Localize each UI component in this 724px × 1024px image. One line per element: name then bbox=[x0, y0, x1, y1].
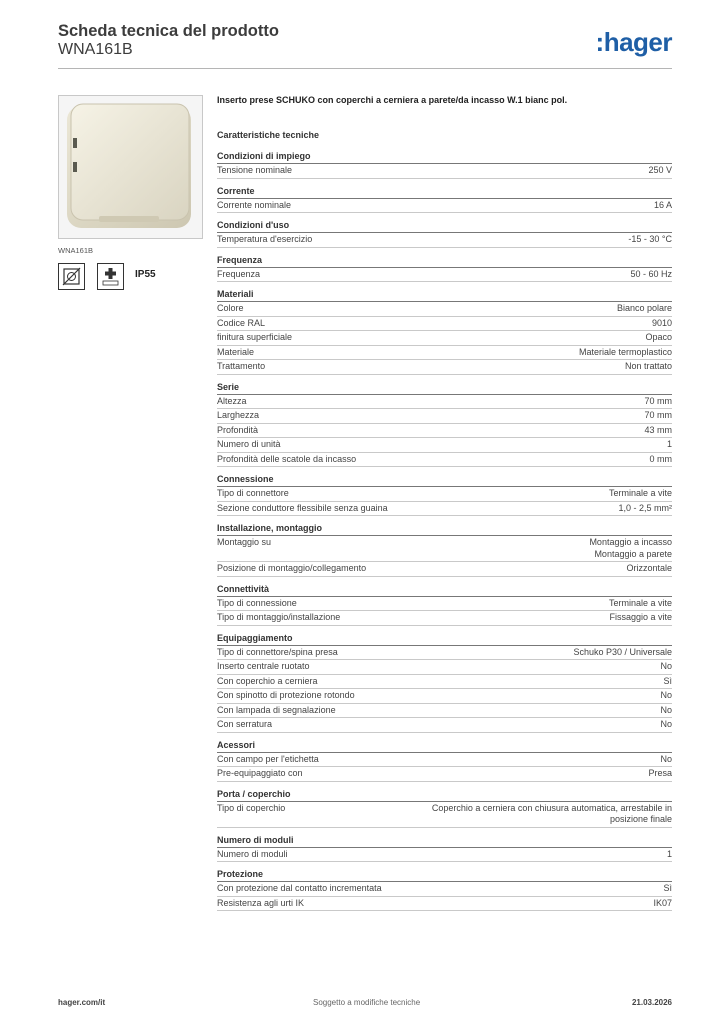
spec-value: Orizzontale bbox=[626, 563, 672, 573]
spec-row bbox=[217, 704, 672, 719]
spec-label: Altezza bbox=[217, 395, 247, 406]
certification-badges bbox=[58, 263, 203, 291]
hager-logo: :hager bbox=[595, 27, 672, 57]
spec-row bbox=[217, 487, 672, 502]
spec-value: Materiale termoplastico bbox=[578, 346, 672, 357]
spec-value: Terminale a vite bbox=[608, 597, 672, 608]
spec-label: Corrente nominale bbox=[217, 199, 292, 210]
spec-label: Tipo di coperchio bbox=[217, 802, 286, 813]
spec-value: IK07 bbox=[653, 897, 672, 908]
spec-row bbox=[217, 802, 672, 828]
spec-value: Sì bbox=[663, 883, 672, 893]
spec-section bbox=[217, 185, 672, 214]
spec-row bbox=[217, 718, 672, 733]
spec-label: Materiale bbox=[217, 346, 255, 357]
section-title: Porta / coperchio bbox=[217, 788, 672, 802]
section-title: Corrente bbox=[217, 185, 672, 199]
tech-section-heading: Caratteristiche tecniche bbox=[217, 130, 320, 140]
spec-row bbox=[217, 660, 672, 675]
spec-section bbox=[217, 632, 672, 733]
spec-label: Trattamento bbox=[217, 361, 266, 371]
spec-row bbox=[217, 302, 672, 317]
spec-label: Resistenza agli urti IK bbox=[217, 897, 305, 908]
product-image bbox=[58, 95, 203, 239]
spec-label: Pre-equipaggiato con bbox=[217, 768, 303, 778]
section-title: Installazione, montaggio bbox=[217, 522, 672, 536]
spec-value: Fissaggio a vite bbox=[609, 612, 672, 622]
spec-label: Posizione di montaggio/collegamento bbox=[217, 563, 367, 573]
spec-label: Codice RAL bbox=[217, 317, 266, 328]
spec-label: Numero di moduli bbox=[217, 848, 288, 859]
product-visual-panel bbox=[58, 95, 203, 280]
section-title: Materiali bbox=[217, 288, 672, 302]
spec-section bbox=[217, 288, 672, 375]
page-title: Scheda tecnica del prodotto bbox=[58, 22, 279, 40]
spec-section bbox=[217, 219, 672, 248]
spec-label: Con spinotto di protezione rotondo bbox=[217, 690, 355, 700]
section-title: Connettività bbox=[217, 583, 672, 597]
spec-section bbox=[217, 583, 672, 626]
spec-label: Temperatura d'esercizio bbox=[217, 234, 313, 244]
spec-label: Tipo di connettore/spina presa bbox=[217, 646, 338, 657]
section-title: Condizioni di impiego bbox=[217, 150, 672, 164]
spec-row bbox=[217, 164, 672, 179]
spec-section bbox=[217, 788, 672, 828]
spec-row bbox=[217, 409, 672, 424]
spec-value: Coperchio a cerniera con chiusura automatica, arrestabile in posizione finale bbox=[431, 802, 672, 824]
spec-value: Montaggio a incasso Montaggio a parete bbox=[589, 537, 672, 559]
image-caption: WNA161B bbox=[58, 246, 94, 255]
spec-value: Presa bbox=[648, 768, 672, 778]
spec-value: Terminale a vite bbox=[608, 488, 672, 498]
spec-row bbox=[217, 562, 672, 577]
spec-row bbox=[217, 753, 672, 768]
spec-row bbox=[217, 848, 672, 863]
spec-value: 1,0 - 2,5 mm² bbox=[618, 502, 672, 513]
spec-value: 250 V bbox=[648, 165, 672, 175]
spec-label: Tipo di connessione bbox=[217, 597, 297, 608]
spec-row bbox=[217, 424, 672, 439]
spec-value: No bbox=[660, 753, 672, 764]
spec-value: -15 - 30 °C bbox=[628, 234, 672, 244]
spec-section bbox=[217, 254, 672, 283]
spec-row bbox=[217, 767, 672, 782]
spec-label: Profondità delle scatole da incasso bbox=[217, 453, 357, 464]
footer-note: Soggetto a modifiche tecniche bbox=[313, 998, 421, 1007]
spec-value: Opaco bbox=[645, 332, 672, 342]
spec-row bbox=[217, 897, 672, 912]
spec-value: Schuko P30 / Universale bbox=[573, 646, 672, 657]
spec-section bbox=[217, 739, 672, 782]
section-title: Serie bbox=[217, 381, 672, 395]
spec-label: Con lampada di segnalazione bbox=[217, 704, 336, 715]
product-description: Inserto prese SCHUKO con coperchi a cerniera a parete/da incasso W.1 bianc pol. bbox=[217, 95, 568, 105]
spec-label: Tensione nominale bbox=[217, 165, 293, 175]
spec-section bbox=[217, 473, 672, 516]
spec-row bbox=[217, 199, 672, 214]
spec-value: No bbox=[660, 719, 672, 729]
section-title: Connessione bbox=[217, 473, 672, 487]
spec-value: 9010 bbox=[651, 317, 672, 328]
footer-date: 21.03.2026 bbox=[631, 998, 672, 1007]
section-title: Numero di moduli bbox=[217, 834, 672, 848]
plus-box-icon bbox=[97, 263, 124, 290]
footer-website: hager.com/it bbox=[58, 998, 106, 1007]
spec-row bbox=[217, 597, 672, 612]
spec-label: Inserto centrale ruotato bbox=[217, 661, 310, 671]
spec-section bbox=[217, 381, 672, 468]
ip-rating-badge: IP55 bbox=[135, 269, 156, 280]
spec-row bbox=[217, 882, 672, 897]
page-header bbox=[58, 20, 672, 69]
spec-value: Non trattato bbox=[624, 361, 672, 371]
spec-value: 70 mm bbox=[644, 395, 672, 406]
spec-section bbox=[217, 868, 672, 911]
spec-label: Profondità bbox=[217, 424, 259, 435]
spec-label: Tipo di connettore bbox=[217, 488, 289, 498]
spec-row bbox=[217, 611, 672, 626]
section-title: Protezione bbox=[217, 868, 672, 882]
spec-value: No bbox=[660, 690, 672, 700]
spec-row bbox=[217, 502, 672, 517]
spec-value: 50 - 60 Hz bbox=[630, 268, 672, 279]
spec-value: No bbox=[660, 661, 672, 671]
spec-value: 70 mm bbox=[644, 410, 672, 420]
spec-label: Montaggio su bbox=[217, 537, 272, 547]
spec-row bbox=[217, 438, 672, 453]
spec-label: Con campo per l'etichetta bbox=[217, 753, 319, 764]
spec-row bbox=[217, 331, 672, 346]
section-title: Acessori bbox=[217, 739, 672, 753]
spec-row bbox=[217, 453, 672, 468]
spec-value: 1 bbox=[666, 439, 672, 449]
product-code: WNA161B bbox=[58, 41, 133, 58]
spec-content bbox=[217, 95, 672, 911]
spec-row bbox=[217, 346, 672, 361]
spec-label: Con coperchio a cerniera bbox=[217, 675, 318, 686]
spec-label: Numero di unità bbox=[217, 439, 281, 449]
spec-value: 16 A bbox=[653, 199, 672, 210]
spec-row bbox=[217, 675, 672, 690]
spec-value: No bbox=[660, 704, 672, 715]
spec-label: finitura superficiale bbox=[217, 332, 293, 342]
spec-row bbox=[217, 268, 672, 283]
section-title: Condizioni d'uso bbox=[217, 219, 672, 233]
spec-value: 1 bbox=[666, 848, 672, 859]
spec-label: Sezione conduttore flessibile senza guaina bbox=[217, 502, 388, 513]
spec-row bbox=[217, 317, 672, 332]
spec-section bbox=[217, 150, 672, 179]
spec-value: Sì bbox=[663, 675, 672, 686]
socket-cover-illustration bbox=[59, 96, 202, 238]
spec-row bbox=[217, 233, 672, 248]
spec-label: Con protezione dal contatto incrementata bbox=[217, 883, 382, 893]
spec-sections bbox=[217, 150, 672, 911]
spec-row bbox=[217, 395, 672, 410]
spec-value: 0 mm bbox=[649, 453, 672, 464]
spec-row bbox=[217, 536, 672, 562]
spec-row bbox=[217, 360, 672, 375]
spec-label: Larghezza bbox=[217, 410, 260, 420]
spec-value: 43 mm bbox=[644, 424, 672, 435]
spec-label: Tipo di montaggio/installazione bbox=[217, 612, 341, 622]
spec-row bbox=[217, 646, 672, 661]
spec-label: Frequenza bbox=[217, 268, 261, 279]
installation-symbol-icon bbox=[58, 263, 85, 290]
spec-section bbox=[217, 522, 672, 577]
spec-row bbox=[217, 689, 672, 704]
spec-value: Bianco polare bbox=[616, 303, 672, 313]
spec-label: Colore bbox=[217, 303, 244, 313]
section-title: Frequenza bbox=[217, 254, 672, 268]
spec-label: Con serratura bbox=[217, 719, 273, 729]
spec-section bbox=[217, 834, 672, 863]
section-title: Equipaggiamento bbox=[217, 632, 672, 646]
